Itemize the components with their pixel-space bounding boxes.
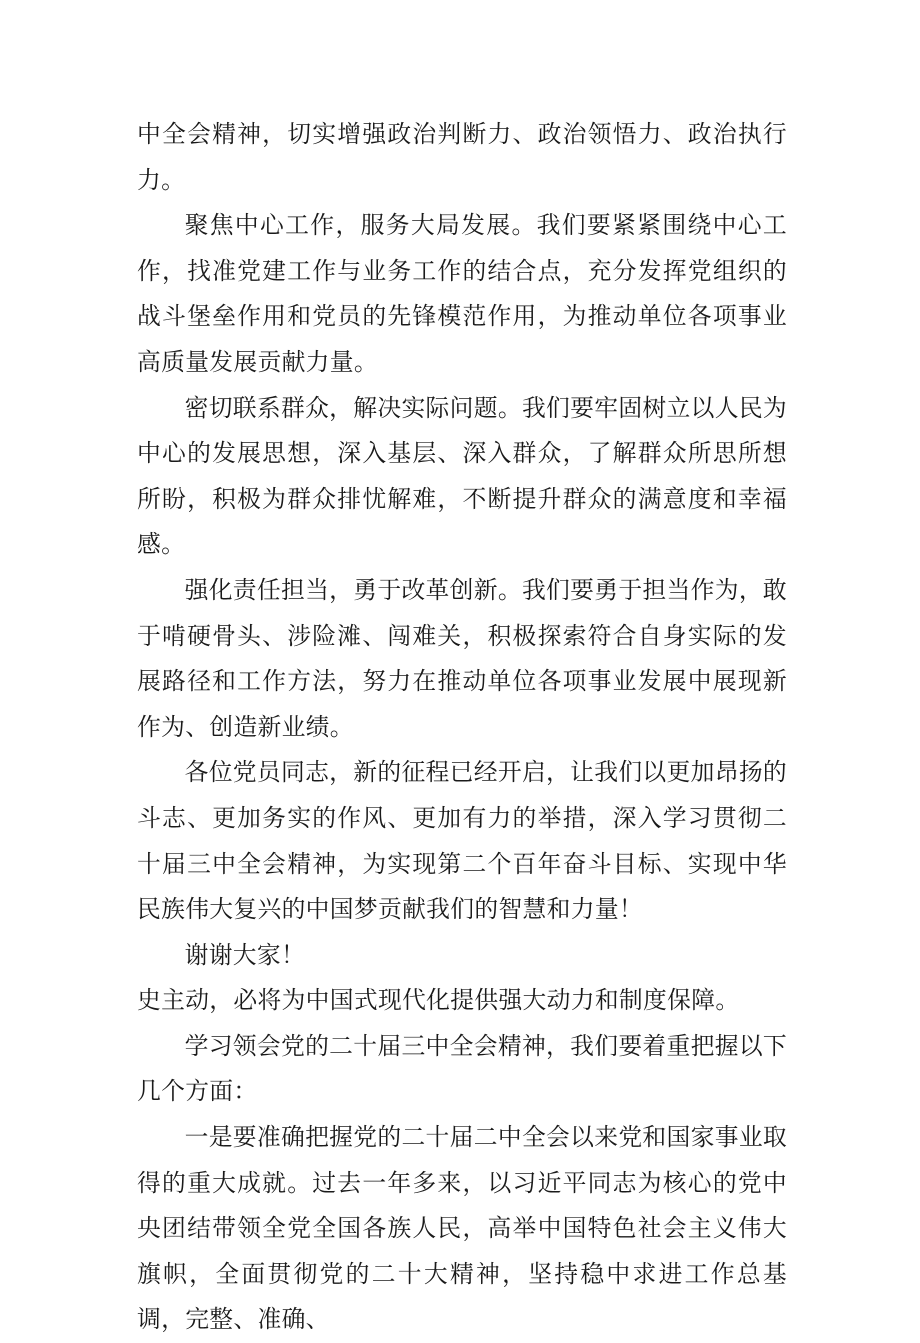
paragraph-3: 密切联系群众，解决实际问题。我们要牢固树立以人民为中心的发展思想，深入基层、深入群众，了解群众所思所想所盼，积极为群众排忧解难，不断提升群众的满意度和幸福感。: [137, 393, 788, 559]
paragraph-9: 一是要准确把握党的二十届二中全会以来党和国家事业取得的重大成就。过去一年多来，以习近平同志为核心的党中央团结带领全党全国各族人民，高举中国特色社会主义伟大旗帜，全面贯彻党的二十大精神，坚持稳中求进工作总基调，完整、准确、: [137, 1123, 788, 1334]
document-body: [137, 112, 787, 1343]
paragraph-4: 强化责任担当，勇于改革创新。我们要勇于担当作为，敢于啃硬骨头、涉险滩、闯难关，积极探索符合自身实际的发展路径和工作方法，努力在推动单位各项事业发展中展现新作为、创造新业绩。: [137, 575, 788, 741]
paragraph-8: 学习领会党的二十届三中全会精神，我们要着重把握以下几个方面：: [137, 1031, 788, 1106]
paragraph-5: 各位党员同志，新的征程已经开启，让我们以更加昂扬的斗志、更加务实的作风、更加有力的举措，深入学习贯彻二十届三中全会精神，为实现第二个百年奋斗目标、实现中华民族伟大复兴的中国梦贡献我们的智慧和力量！: [137, 758, 788, 924]
paragraph-2: 聚焦中心工作，服务大局发展。我们要紧紧围绕中心工作，找准党建工作与业务工作的结合点，充分发挥党组织的战斗堡垒作用和党员的先锋模范作用，为推动单位各项事业高质量发展贡献力量。: [137, 211, 787, 376]
paragraph-1: 中全会精神，切实增强政治判断力、政治领悟力、政治执行力。: [137, 120, 787, 194]
paragraph-6: 谢谢大家！: [184, 940, 306, 969]
paragraph-7: 史主动，必将为中国式现代化提供强大动力和制度保障。: [137, 986, 740, 1015]
